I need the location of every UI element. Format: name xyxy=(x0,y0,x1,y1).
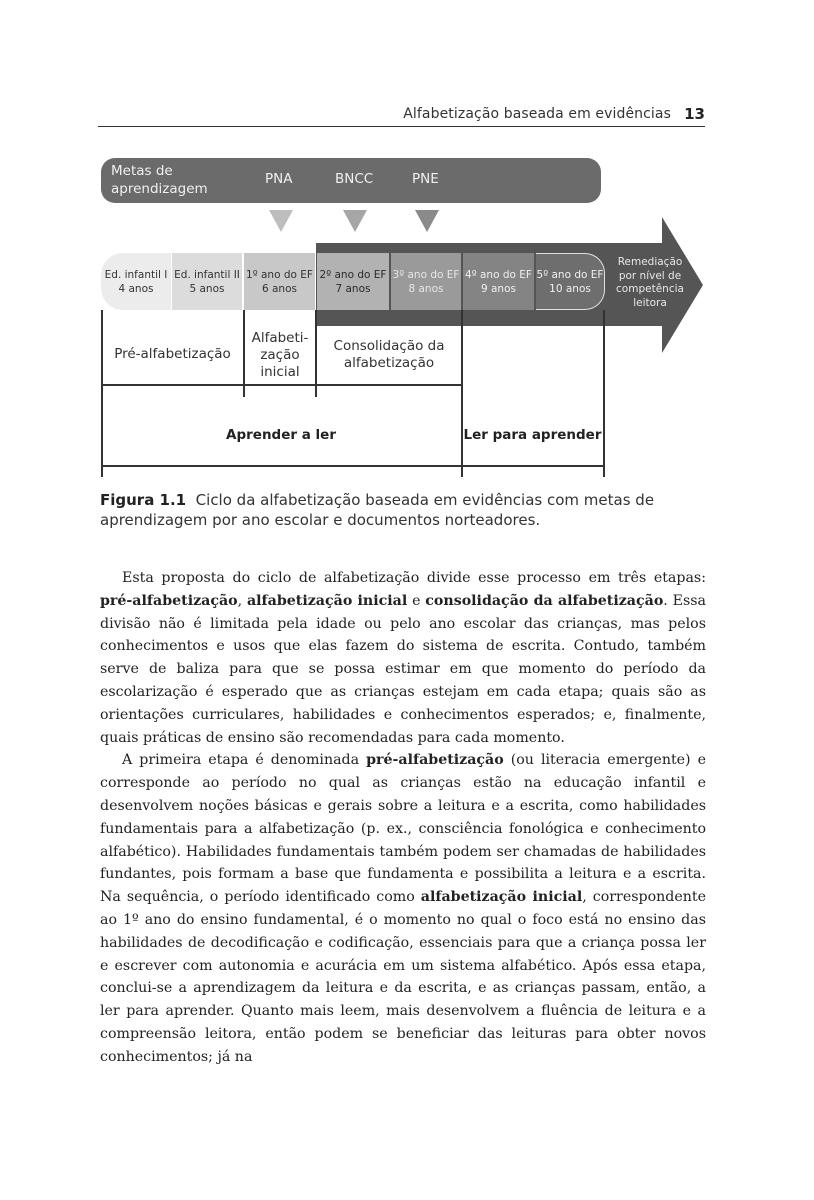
grade-label: Ed. infantil II xyxy=(174,268,240,281)
age-label: 6 anos xyxy=(261,282,297,295)
age-label: 5 anos xyxy=(189,282,225,295)
timeline-cell-ed-infantil-2 xyxy=(172,253,242,310)
stage-pre-alfabetizacao: Pré-alfabetização xyxy=(114,346,231,362)
paragraph xyxy=(100,749,706,1068)
text-run: , xyxy=(237,592,247,609)
grade-label: Ed. infantil I xyxy=(104,268,168,281)
figure-caption xyxy=(100,490,710,530)
remediation-label xyxy=(610,256,690,310)
text-run: Esta proposta do ciclo de alfabetização divide esse processo em três etapas: xyxy=(122,570,706,586)
age-label: 9 anos xyxy=(480,282,516,295)
divider-line xyxy=(101,384,462,386)
remediation-arrow-icon xyxy=(0,0,814,480)
doc-pna: PNA xyxy=(265,171,293,187)
body-text xyxy=(100,567,706,1069)
learning-goals-label-line2: aprendizagem xyxy=(111,181,208,197)
age-label: 4 anos xyxy=(118,282,154,295)
remediation-line: competência xyxy=(616,283,684,295)
divider-line xyxy=(603,310,605,477)
bold-term: alfabetização inicial xyxy=(246,592,408,609)
timeline-cell-4-ano xyxy=(463,253,534,310)
phase-aprender-a-ler: Aprender a ler xyxy=(226,427,336,443)
stage-line: Consolidação da xyxy=(333,338,445,354)
bold-term: pré-alfabetização xyxy=(100,592,238,609)
grade-label: 3º ano do EF xyxy=(392,268,460,281)
running-head-title: Alfabetização baseada em evidências xyxy=(403,106,671,122)
divider-line xyxy=(461,310,463,477)
age-label: 10 anos xyxy=(549,282,591,295)
text-run: . Essa divisão não é limitada pela idade ou pelo ano escolar das crianças, mas pelos conhecimentos e usos que elas fazem do sistema de escrita. Contudo, também serve de baliza para que se possa estimar em que momento do período da escolarização é esperado que as crianças estejam em cada etapa; quais são as orientações curriculares, habilidades e conhecimentos esperados; e, finalmente, quais práticas de ensino são recomendadas para cada momento. xyxy=(100,592,706,746)
timeline-cell-3-ano xyxy=(391,253,461,310)
remediation-line: por nível de xyxy=(618,269,682,282)
remediation-line: Remediação xyxy=(617,256,683,268)
stage-consolidacao xyxy=(318,338,460,372)
divider-line xyxy=(101,465,604,467)
bold-term: alfabetização inicial xyxy=(420,889,583,906)
timeline-cell-2-ano xyxy=(317,253,389,310)
text-run: (ou literacia emergente) e corresponde ao período no qual as crianças estão na educação infantil e desenvolvem noções básicas e gerais sobre a leitura e a escrita, como habilidades fundamentais para a alfabetização (p. ex., consciência fonológica e conhecimento alfabético). Habilidades fundamentais também podem ser chamadas de habilidades fundantes, pois formam a base que fundamenta e possibilita a leitura e a escrita. Na sequência, o período identificado como xyxy=(100,752,706,906)
timeline-cell-5-ano xyxy=(536,253,605,310)
divider-line xyxy=(101,310,103,477)
text-run: , correspondente ao 1º ano do ensino fundamental, é o momento no qual o foco está no ensino das habilidades de decodificação e codificação, essenciais para que a criança possa ler e escrever com autonomia e acurácia em um sistema alfabético. Após essa etapa, conclui-se a aprendizagem da leitura e da escrita, e as crianças passam, então, a ler para aprender. Quanto mais leem, mais desenvolvem a fluência de leitura e a compreensão leitora, então podem se beneficiar das leituras para obter novos conhecimentos; já na xyxy=(100,889,706,1065)
grade-label: 5º ano do EF xyxy=(536,268,604,281)
bold-term: consolidação da alfabetização xyxy=(425,592,664,609)
timeline-cell-ed-infantil-1 xyxy=(101,253,171,310)
stage-line: Alfabeti- xyxy=(251,330,309,346)
doc-pne: PNE xyxy=(412,171,439,187)
caption-text: Ciclo da alfabetização baseada em evidências com metas de aprendizagem por ano escolar e documentos norteadores. xyxy=(100,491,655,529)
text-run: A primeira etapa é denominada xyxy=(122,752,367,769)
paragraph xyxy=(100,567,706,749)
age-label: 7 anos xyxy=(335,282,371,295)
stage-line: zação xyxy=(260,347,300,363)
learning-goals-label-line1: Metas de xyxy=(111,163,173,179)
doc-bncc: BNCC xyxy=(335,171,374,187)
stage-line: inicial xyxy=(260,364,300,380)
stage-line: alfabetização xyxy=(343,355,435,371)
grade-label: 1º ano do EF xyxy=(246,268,313,281)
age-label: 8 anos xyxy=(408,282,444,295)
phase-ler-para-aprender: Ler para aprender xyxy=(463,427,602,443)
grade-label: 4º ano do EF xyxy=(465,268,532,281)
page-number: 13 xyxy=(684,105,705,123)
grade-label: 2º ano do EF xyxy=(319,268,387,281)
caption-label: Figura 1.1 xyxy=(100,491,187,509)
remediation-line: leitora xyxy=(633,296,667,309)
text-run: e xyxy=(407,592,426,609)
stage-alfabetizacao-inicial xyxy=(245,330,315,381)
timeline-cell-1-ano xyxy=(244,253,315,310)
bold-term: pré-alfabetização xyxy=(366,752,504,769)
figure-literacy-cycle xyxy=(0,0,814,480)
